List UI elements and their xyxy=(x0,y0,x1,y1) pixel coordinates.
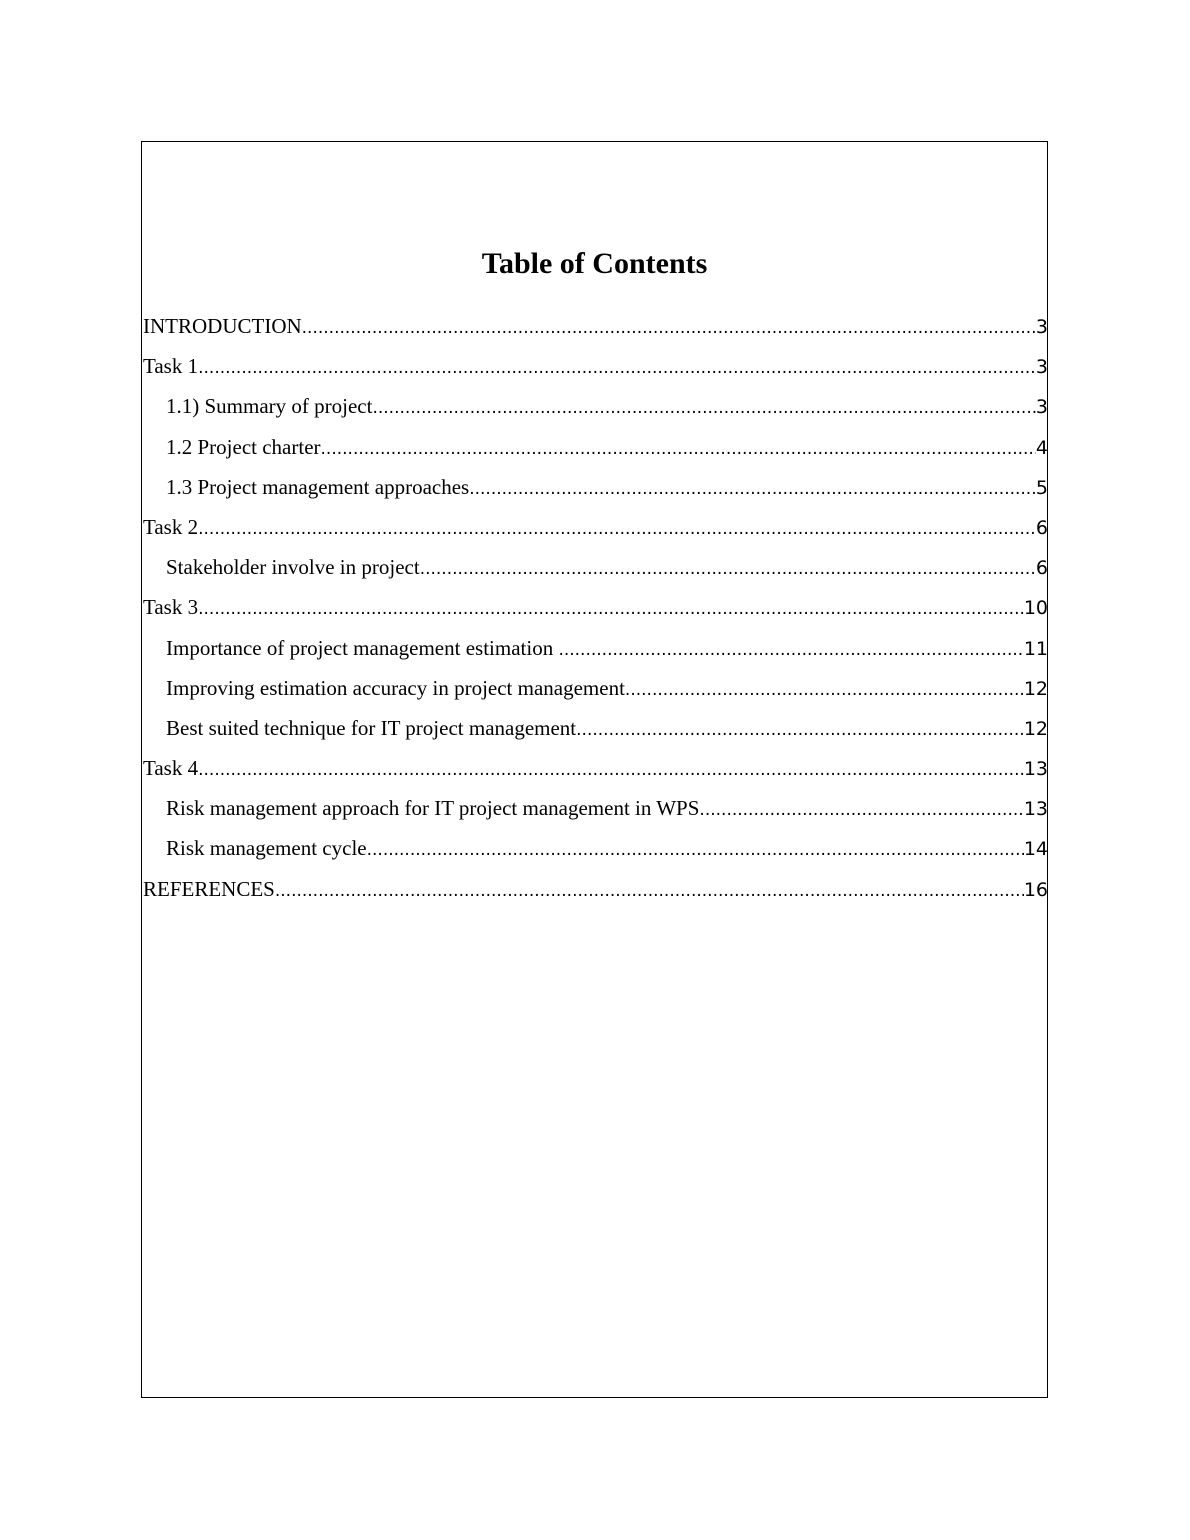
toc-entry-summary-of-project[interactable] xyxy=(143,390,1048,430)
dot-leader xyxy=(420,553,1036,585)
dot-leader xyxy=(558,634,1023,666)
dot-leader xyxy=(198,352,1036,384)
toc-entry-introduction[interactable] xyxy=(143,310,1048,350)
toc-entry-page: 12 xyxy=(1023,677,1048,700)
dot-leader xyxy=(699,794,1023,826)
toc-list xyxy=(143,310,1048,913)
toc-entry-page: 3 xyxy=(1035,316,1048,338)
toc-entry-importance-of-estimation[interactable] xyxy=(143,632,1048,672)
toc-entry-risk-management-cycle[interactable] xyxy=(143,832,1048,872)
dot-leader xyxy=(198,593,1024,625)
toc-entry-label: 1.1) Summary of project xyxy=(166,394,373,419)
dot-leader xyxy=(625,674,1024,706)
toc-entry-page: 5 xyxy=(1035,476,1048,499)
toc-entry-best-suited-technique[interactable] xyxy=(143,712,1048,752)
toc-entry-label: Task 4 xyxy=(143,756,199,781)
toc-entry-page: 13 xyxy=(1023,758,1048,781)
toc-entry-page: 10 xyxy=(1023,597,1048,620)
toc-entry-label: Risk management approach for IT project management in WPS xyxy=(166,796,700,821)
dot-leader xyxy=(321,433,1036,465)
toc-entry-label: Task 3 xyxy=(143,595,199,620)
toc-entry-page: 6 xyxy=(1035,557,1048,580)
dot-leader xyxy=(372,392,1035,424)
toc-entry-page: 12 xyxy=(1023,717,1048,740)
toc-entry-page: 6 xyxy=(1035,516,1048,539)
toc-entry-label: INTRODUCTION xyxy=(143,314,302,338)
toc-entry-project-charter[interactable] xyxy=(143,431,1048,471)
dot-leader xyxy=(198,513,1036,545)
toc-entry-page: 13 xyxy=(1023,798,1048,821)
toc-entry-page: 3 xyxy=(1035,356,1048,379)
toc-entry-references[interactable] xyxy=(143,873,1048,913)
toc-entry-label: 1.3 Project management approaches xyxy=(166,474,470,499)
toc-entry-label: Task 1 xyxy=(143,354,199,379)
dot-leader xyxy=(198,754,1024,786)
toc-title: Table of Contents xyxy=(481,247,708,280)
toc-entry-label: Risk management cycle xyxy=(166,836,367,861)
toc-entry-risk-management-approach[interactable] xyxy=(143,792,1048,832)
toc-entry-task-4[interactable] xyxy=(143,752,1048,792)
toc-entry-improving-estimation-accuracy[interactable] xyxy=(143,672,1048,712)
toc-entry-label: 1.2 Project charter xyxy=(166,434,321,459)
dot-leader xyxy=(275,875,1024,907)
toc-entry-label: Stakeholder involve in project xyxy=(166,555,420,580)
dot-leader xyxy=(576,714,1024,746)
toc-entry-stakeholder-involve[interactable] xyxy=(143,551,1048,591)
toc-entry-label: Best suited technique for IT project management xyxy=(166,715,577,740)
toc-entry-project-management-approaches[interactable] xyxy=(143,471,1048,511)
toc-entry-page: 4 xyxy=(1035,436,1048,459)
toc-entry-task-2[interactable] xyxy=(143,511,1048,551)
toc-entry-task-3[interactable] xyxy=(143,591,1048,631)
toc-entry-label: REFERENCES xyxy=(143,876,275,901)
toc-entry-label: Improving estimation accuracy in project management xyxy=(166,675,625,700)
toc-entry-page: 16 xyxy=(1023,878,1048,901)
toc-entry-page: 11 xyxy=(1023,637,1048,660)
toc-entry-page: 14 xyxy=(1023,838,1048,861)
dot-leader xyxy=(469,473,1036,505)
dot-leader xyxy=(367,834,1024,866)
toc-entry-task-1[interactable] xyxy=(143,350,1048,390)
toc-entry-label: Task 2 xyxy=(143,514,199,539)
toc-entry-page: 3 xyxy=(1035,396,1048,419)
dot-leader xyxy=(302,312,1036,344)
toc-entry-label: Importance of project management estimation xyxy=(166,635,559,660)
